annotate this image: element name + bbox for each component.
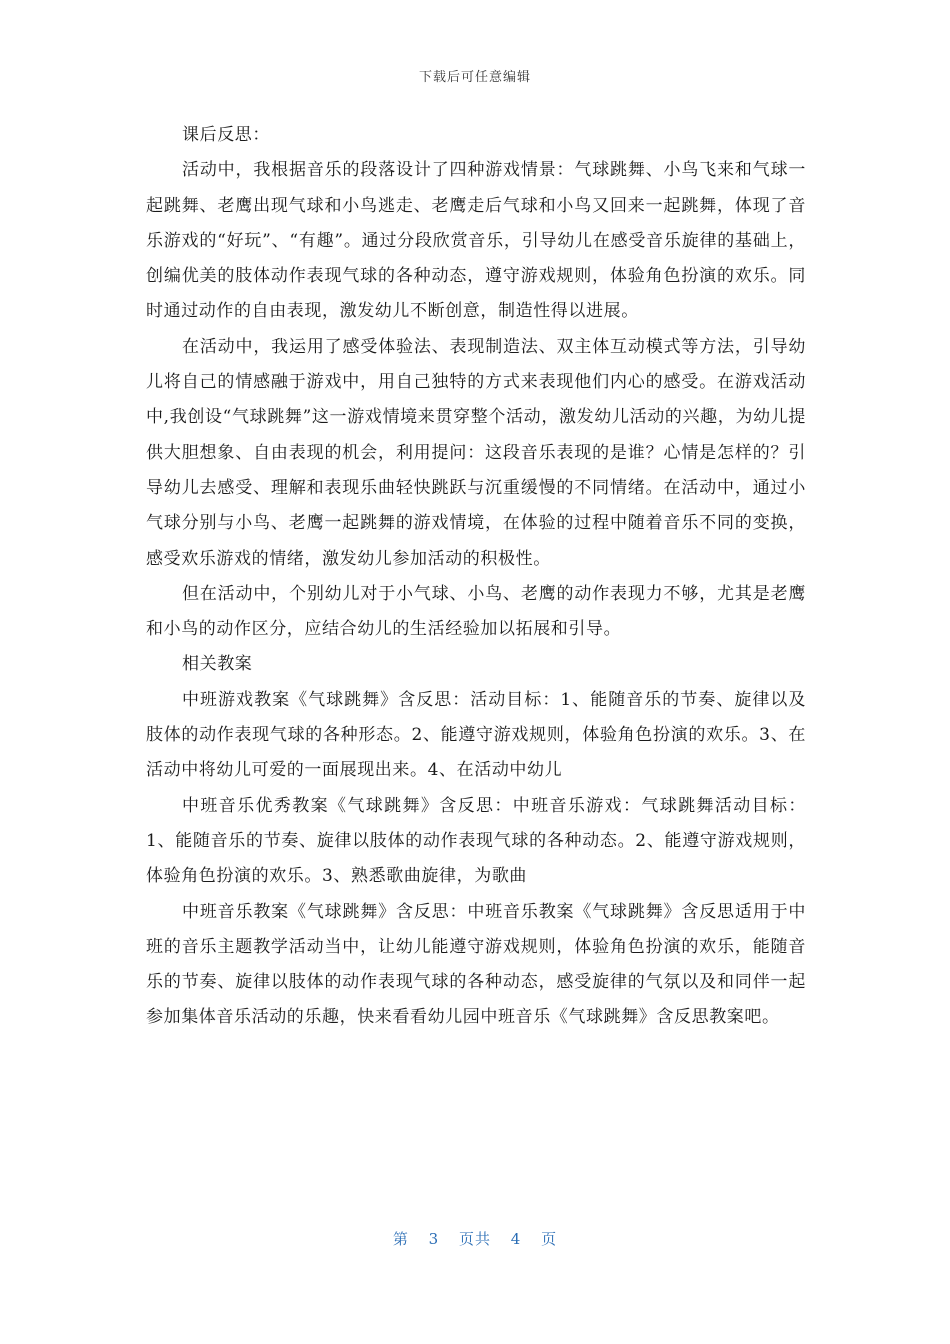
related-lesson-music: 中班音乐教案《气球跳舞》含反思：中班音乐教案《气球跳舞》含反思适用于中班的音乐主题教学活动当中，让幼儿能遵守游戏规则，体验角色扮演的欢乐，能随音乐的节奏、旋律以肢体的动作表现气球的各种动态，感受旋律的气氛以及和同伴一起参加集体音乐活动的乐趣，快来看看幼儿园中班音乐《气球跳舞》含反思教案吧。 [146, 901, 806, 1028]
footer-middle: 页共 [458, 1230, 491, 1248]
document-body [146, 118, 806, 1036]
related-lesson-game: 中班游戏教案《气球跳舞》含反思：活动目标：1、能随音乐的节奏、旋律以及肢体的动作表现气球的各种形态。2、能遵守游戏规则，体验角色扮演的欢乐。3、在活动中将幼儿可爱的一面展现出来。4、在活动中幼儿 [146, 689, 806, 781]
paragraph-shortcomings: 但在活动中，个别幼儿对于小气球、小鸟、老鹰的动作表现力不够，尤其是老鹰和小鸟的动作区分，应结合幼儿的生活经验加以拓展和引导。 [146, 583, 806, 640]
footer-page-number: 3 [428, 1230, 440, 1248]
related-lesson-music-excellent: 中班音乐优秀教案《气球跳舞》含反思：中班音乐游戏：气球跳舞活动目标：1、能随音乐的节奏、旋律以肢体的动作表现气球的各种动态。2、能遵守游戏规则，体验角色扮演的欢乐。3、熟悉歌曲旋律，为歌曲 [146, 795, 806, 887]
footer-suffix: 页 [541, 1230, 558, 1248]
related-lessons-heading: 相关教案 [182, 654, 253, 675]
page-footer [0, 1228, 950, 1249]
paragraph-activity-design: 活动中，我根据音乐的段落设计了四种游戏情景：气球跳舞、小鸟飞来和气球一起跳舞、老鹰出现气球和小鸟逃走、老鹰走后气球和小鸟又回来一起跳舞，体现了音乐游戏的“好玩”、“有趣”。通过分段欣赏音乐，引导幼儿在感受音乐旋律的基础上，创编优美的肢体动作表现气球的各种动态，遵守游戏规则，体验角色扮演的欢乐。同时通过动作的自由表现，激发幼儿不断创意，制造性得以进展。 [146, 160, 806, 322]
footer-prefix: 第 [392, 1230, 409, 1248]
paragraph-methods: 在活动中，我运用了感受体验法、表现制造法、双主体互动模式等方法，引导幼儿将自己的情感融于游戏中，用自己独特的方式来表现他们内心的感受。在游戏活动中,我创设“气球跳舞”这一游戏情境来贯穿整个活动，激发幼儿活动的兴趣，为幼儿提供大胆想象、自由表现的机会，利用提问：这段音乐表现的是谁？心情是怎样的？引导幼儿去感受、理解和表现乐曲轻快跳跃与沉重缓慢的不同情绪。在活动中，通过小气球分别与小鸟、老鹰一起跳舞的游戏情境，在体验的过程中随着音乐不同的变换，感受欢乐游戏的情绪，激发幼儿参加活动的积极性。 [146, 336, 806, 569]
paragraph-reflection-heading: 课后反思： [182, 125, 270, 145]
footer-total-pages: 4 [510, 1230, 522, 1248]
page-header: 下载后可任意编辑 [418, 70, 531, 85]
